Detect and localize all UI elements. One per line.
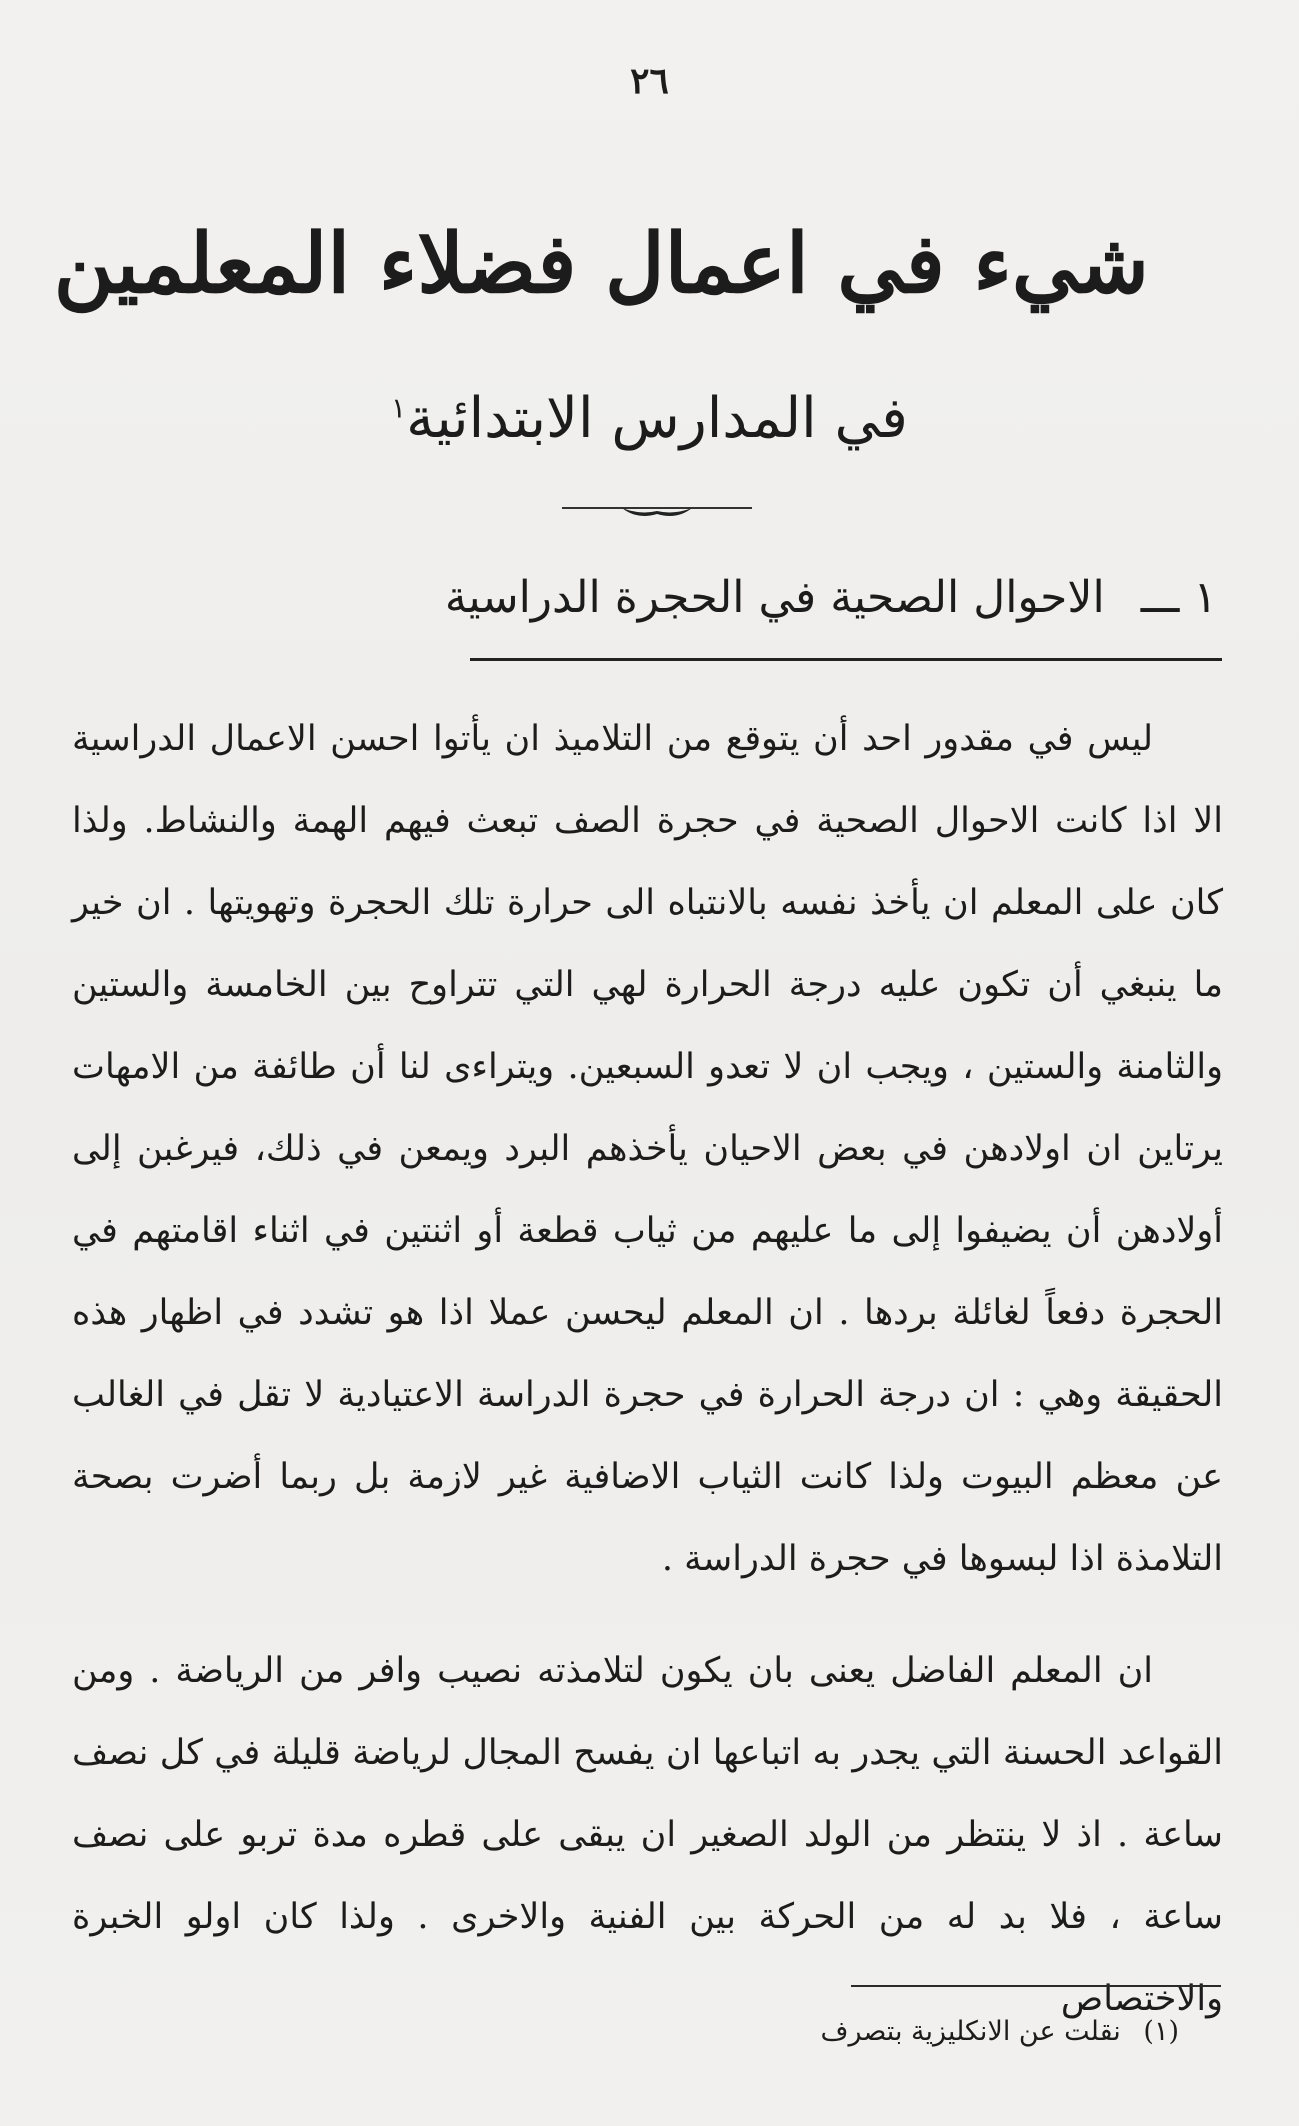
- paragraph-2-text: ان المعلم الفاضل يعنى بان يكون لتلامذته نصيب وافر من الرياضة . ومن القواعد الحسنة التي يجدر به اتباعها ان يفسح المجال لرياضة قليلة في كل نصف ساعة . اذ لا ينتظر من الولد الصغير ان يبقى على قطره مدة تربو على نصف ساعة ، فلا بد له من الحركة بين الفنية والاخرى . ولذا كان اولو الخبرة والاختصاص: [72, 1651, 1223, 2019]
- section-title: الاحوال الصحية في الحجرة الدراسية: [444, 572, 1105, 623]
- footnote-divider: [851, 1985, 1221, 1987]
- chapter-title: شيء في اعمال فضلاء المعلمين: [53, 216, 1149, 312]
- paragraph-1-text: ليس في مقدور احد أن يتوقع من التلاميذ ان يأتوا احسن الاعمال الدراسية الا اذا كانت الاحوال الصحية في حجرة الصف تبعث فيهم الهمة والنشاط. ولذا كان على المعلم ان يأخذ نفسه بالانتباه الى حرارة تلك الحجرة وتهويتها . ان خير ما ينبغي أن تكون عليه درجة الحرارة لهي التي تتراوح بين الخامسة والستين والثامنة والستين ، ويجب ان لا تعدو السبعين. ويتراءى لنا أن طائفة من الامهات يرتاين ان اولادهن في بعض الاحيان يأخذهم البرد ويمعن في ذلك، فيرغبن إلى أولادهن أن يضيفوا إلى ما عليهم من ثياب قطعة أو اثنتين في اثناء اقامتهم في الحجرة دفعاً لغائلة بردها . ان المعلم ليحسن عملا اذا هو تشدد في اظهار هذه الحقيقة وهي : ان درجة الحرارة في حجرة الدراسة الاعتيادية لا تقل في الغالب عن معظم البيوت ولذا كانت الثياب الاضافية غير لازمة بل ربما أضرت بصحة التلامذة اذا لبسوها في حجرة الدراسة .: [72, 719, 1223, 1579]
- chapter-subtitle: [150, 385, 1149, 452]
- subtitle-footnote-mark: ١: [391, 391, 407, 425]
- section-number: ١ ـــ: [1140, 572, 1217, 623]
- paragraph-2: [72, 1630, 1223, 2040]
- section-heading: [444, 572, 1217, 625]
- page-number: ٢٦: [630, 60, 669, 102]
- section-underline: [470, 658, 1222, 661]
- title-ornament-divider: [562, 502, 752, 524]
- footnote-marker: (١): [1143, 2016, 1179, 2047]
- footnote-text: نقلت عن الانكليزية بتصرف: [820, 2016, 1121, 2047]
- paragraph-1: [72, 698, 1223, 1600]
- subtitle-text: في المدارس الابتدائية: [406, 386, 908, 451]
- footnote: [821, 2016, 1180, 2047]
